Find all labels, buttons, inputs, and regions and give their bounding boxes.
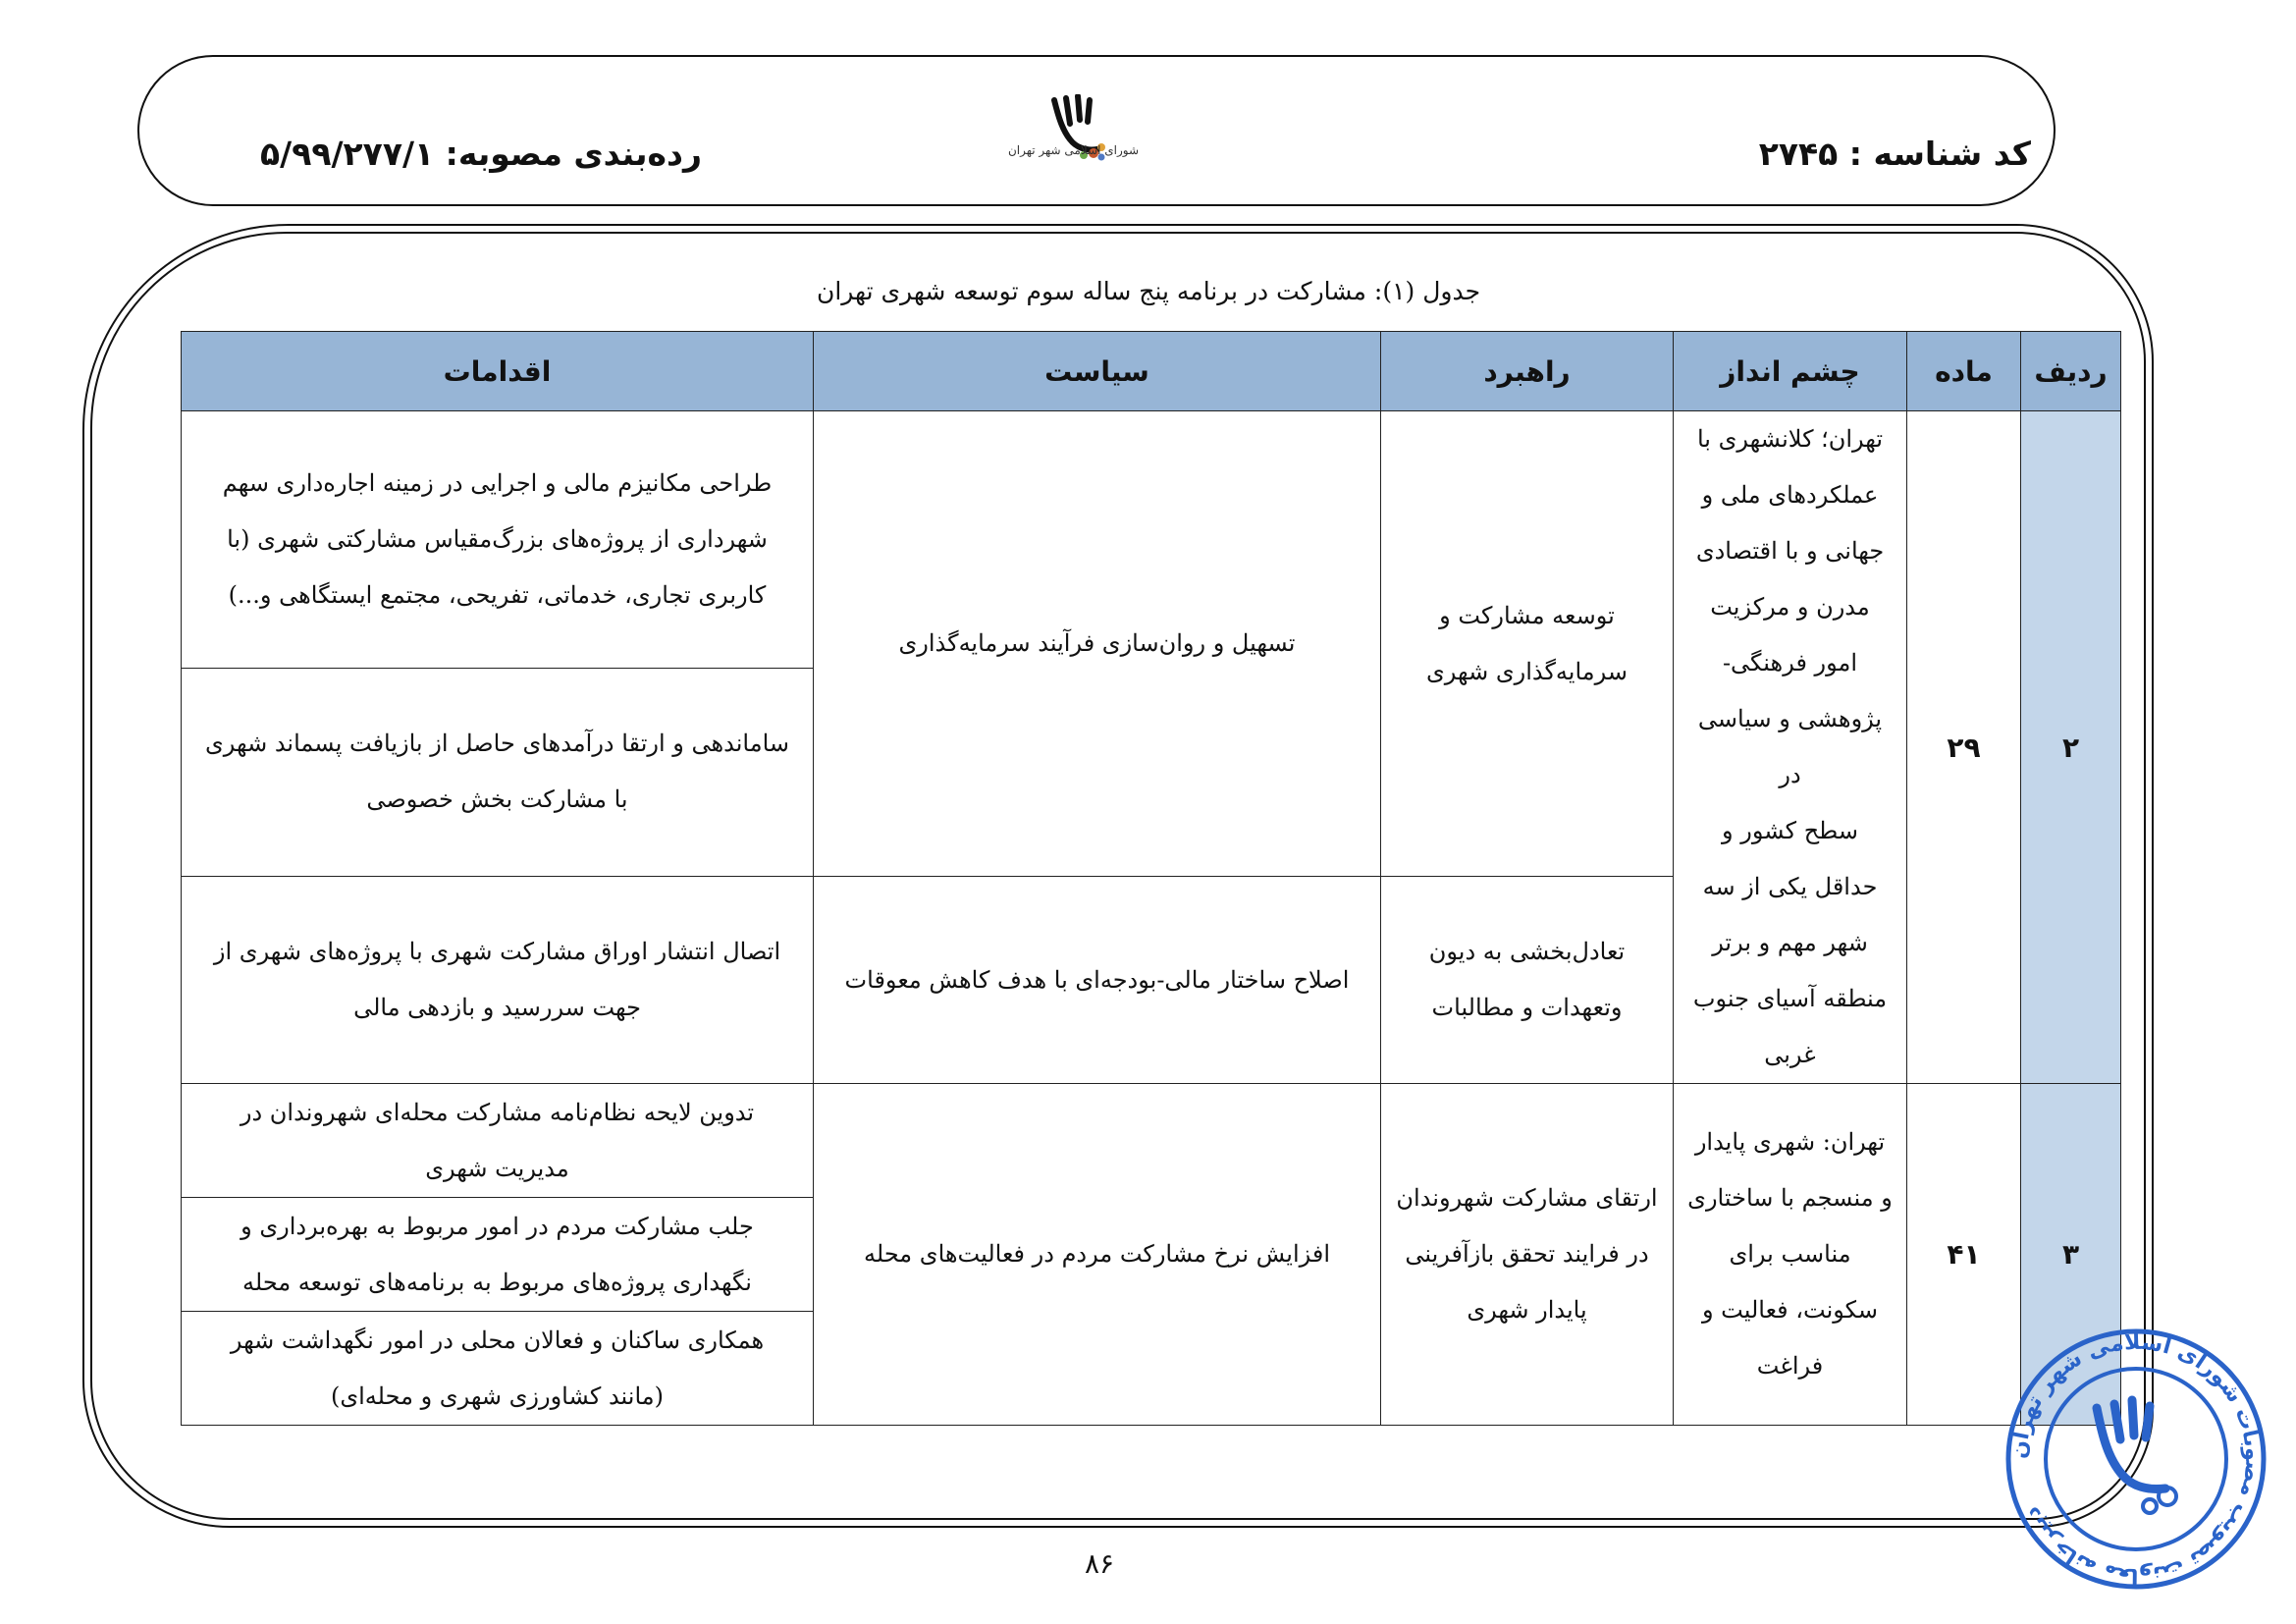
header-row-number: ردیف: [2021, 332, 2121, 411]
action-line: با مشارکت بخش خصوصی: [366, 785, 628, 814]
strategy-line: سرمایه‌گذاری شهری: [1426, 657, 1628, 685]
header-actions: اقدامات: [182, 332, 814, 411]
article-cell: ۴۱: [1907, 1084, 2021, 1426]
vision-line: امور فرهنگی-: [1722, 649, 1858, 677]
vision-line: سکونت، فعالیت و: [1701, 1296, 1879, 1324]
vision-line: و منسجم با ساختاری: [1687, 1184, 1893, 1212]
table-title: جدول (۱): مشارکت در برنامه پنج ساله سوم توسعه شهری تهران: [816, 277, 1481, 305]
action-cell: [182, 668, 814, 877]
vision-line: شهر مهم و برتر: [1712, 929, 1868, 956]
stamp-text: دبیرخانه معاونت تصویب مصوبات شورای اسلامی شهر تهران: [2006, 1329, 2266, 1589]
logo-caption: شورای اسلامی شهر تهران: [1007, 143, 1139, 157]
action-line: مدیریت شهری: [425, 1154, 569, 1182]
classification-label: رده‌بندی مصوبه: ۵/۹۹/۲۷۷/۱: [260, 135, 702, 173]
action-line: اتصال انتشار اوراق مشارکت شهری با پروژه‌های شهری از: [213, 938, 781, 966]
vision-line: پژوهشی و سیاسی در: [1697, 705, 1883, 788]
action-line: کاربری تجاری، خدماتی، تفریحی، مجتمع ایستگاهی و...): [228, 580, 767, 609]
vision-line: فراغت: [1756, 1352, 1824, 1380]
action-line: ساماندهی و ارتقا درآمدهای حاصل از بازیافت پسماند شهری: [204, 730, 790, 758]
header-article: ماده: [1907, 332, 2021, 411]
row-number-cell: ۳: [2021, 1084, 2121, 1426]
vision-line: حداقل یکی از سه: [1702, 873, 1878, 900]
vision-line: جهانی و با اقتصادی: [1695, 537, 1885, 565]
strategy-line: تعادل‌بخشی به دیون: [1428, 938, 1626, 966]
strategy-cell: [1381, 1084, 1674, 1426]
strategy-line: در فرایند تحقق بازآفرینی: [1405, 1240, 1649, 1268]
strategy-cell: [1381, 877, 1674, 1084]
strategy-cell: [1381, 411, 1674, 877]
vision-cell: [1674, 1084, 1907, 1426]
header-policy: سیاست: [814, 332, 1381, 411]
vision-line: غربی: [1764, 1041, 1816, 1068]
action-line: تدوین لایحه نظام‌نامه مشارکت محله‌ای شهروندان در: [240, 1098, 755, 1126]
action-cell: [182, 1198, 814, 1312]
council-stamp-icon: [1999, 1322, 2273, 1597]
strategy-line: پایدار شهری: [1467, 1296, 1587, 1324]
action-line: طراحی مکانیزم مالی و اجرایی در زمینه اجاره‌داری سهم: [222, 468, 773, 497]
header-vision: چشم انداز: [1674, 332, 1907, 411]
article-cell: ۲۹: [1907, 411, 2021, 1084]
action-line: جلب مشارکت مردم در امور مربوط به بهره‌برداری و: [240, 1212, 754, 1240]
vision-line: مناسب برای: [1729, 1240, 1851, 1268]
action-line: (مانند کشاورزی شهری و محله‌ای): [330, 1381, 665, 1410]
action-cell: [182, 411, 814, 669]
vision-line: عملکردهای ملی و: [1701, 481, 1879, 509]
participation-table: [181, 331, 2121, 1426]
vision-line: مدرن و مرکزیت: [1710, 593, 1870, 621]
action-cell: [182, 877, 814, 1084]
vision-line: تهران: شهری پایدار: [1694, 1128, 1886, 1156]
policy-cell: اصلاح ساختار مالی-بودجه‌ای با هدف کاهش معوقات: [814, 877, 1381, 1084]
vision-line: تهران؛ کلانشهری با: [1696, 425, 1884, 453]
code-label: کد شناسه : ۲۷۴۵: [1758, 135, 2031, 173]
strategy-line: وتعهدات و مطالبات: [1431, 994, 1623, 1022]
policy-cell: افزایش نرخ مشارکت مردم در فعالیت‌های محله: [814, 1084, 1381, 1426]
header-strategy: راهبرد: [1381, 332, 1674, 411]
vision-line: منطقه آسیای جنوب: [1692, 985, 1888, 1012]
action-cell: [182, 1084, 814, 1198]
action-line: همکاری ساکنان و فعالان محلی در امور نگهداشت شهر: [230, 1326, 765, 1354]
page-number: ۸۶: [1084, 1547, 1115, 1580]
table-row: [182, 1084, 2121, 1198]
vision-cell: [1674, 411, 1907, 1084]
action-line: جهت سررسید و بازدهی مالی: [353, 994, 641, 1022]
strategy-line: توسعه مشارکت و: [1439, 601, 1615, 629]
action-cell: [182, 1312, 814, 1426]
vision-line: سطح کشور و: [1722, 817, 1858, 844]
row-number-cell: ۲: [2021, 411, 2121, 1084]
strategy-line: ارتقای مشارکت شهروندان: [1396, 1184, 1658, 1212]
policy-cell: تسهیل و روان‌سازی فرآیند سرمایه‌گذاری: [814, 411, 1381, 877]
table-row: [182, 411, 2121, 669]
action-line: نگهداری پروژه‌های مربوط به برنامه‌های توسعه محله: [242, 1268, 752, 1296]
table-header-row: [182, 332, 2121, 411]
action-line: شهرداری از پروژه‌های بزرگ‌مقیاس مشارکتی شهری (با: [227, 524, 768, 553]
